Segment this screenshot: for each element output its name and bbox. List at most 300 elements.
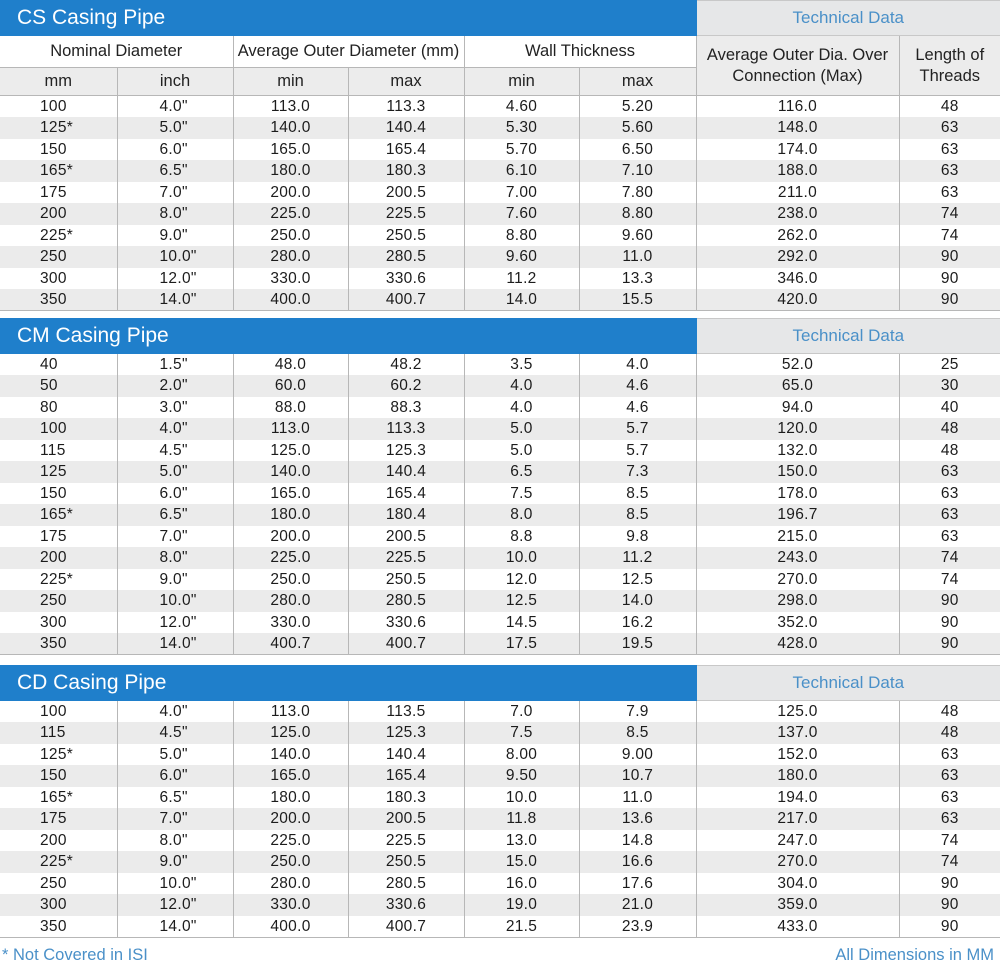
table-row: [0, 830, 1000, 852]
thread-length-cell: 90: [899, 633, 1000, 655]
od-min-cell: 330.0: [233, 612, 348, 634]
od-connection-cell: 180.0: [696, 765, 899, 787]
thread-length-cell: 63: [899, 504, 1000, 526]
wall-max-cell: 9.8: [579, 526, 696, 548]
dimensions-note: All Dimensions in MM: [835, 946, 994, 964]
wall-min-cell: 3.5: [464, 354, 579, 376]
od-max-cell: 165.4: [348, 765, 464, 787]
od-max-cell: 330.6: [348, 612, 464, 634]
avg-outer-diameter-header: Average Outer Diameter (mm): [233, 36, 464, 68]
mm-cell: 350: [0, 916, 117, 938]
od-max-cell: 200.5: [348, 526, 464, 548]
wall-min-cell: 8.00: [464, 744, 579, 766]
od-min-cell: 280.0: [233, 590, 348, 612]
wall-min-cell: 21.5: [464, 916, 579, 938]
thread-length-cell: 30: [899, 375, 1000, 397]
od-connection-cell: 52.0: [696, 354, 899, 376]
table-row: [0, 765, 1000, 787]
wall-thickness-header: Wall Thickness: [464, 36, 696, 68]
od-connection-cell: 194.0: [696, 787, 899, 809]
wall-min-cell: 11.8: [464, 808, 579, 830]
inch-cell: 4.5": [117, 440, 233, 462]
od-max-cell: 113.3: [348, 418, 464, 440]
wall-min-cell: 8.8: [464, 526, 579, 548]
table-row: [0, 701, 1000, 723]
wall-max-cell: 17.6: [579, 873, 696, 895]
od-max-cell: 250.5: [348, 851, 464, 873]
od-min-cell: 225.0: [233, 203, 348, 225]
mm-cell: 175: [0, 808, 117, 830]
thread-length-cell: 63: [899, 117, 1000, 139]
section-title: CD Casing Pipe: [0, 666, 696, 701]
od-min-cell: 165.0: [233, 139, 348, 161]
od-max-cell: 125.3: [348, 722, 464, 744]
od-connection-cell: 270.0: [696, 851, 899, 873]
wall-max-cell: 11.0: [579, 787, 696, 809]
wall-min-cell: 7.00: [464, 182, 579, 204]
inch-cell: 8.0": [117, 830, 233, 852]
od-connection-cell: 292.0: [696, 246, 899, 268]
od-max-cell: 180.3: [348, 160, 464, 182]
od-max-cell: 200.5: [348, 182, 464, 204]
wall-max-cell: 8.80: [579, 203, 696, 225]
wall-max-cell: 11.2: [579, 547, 696, 569]
mm-cell: 250: [0, 590, 117, 612]
table-row: [0, 547, 1000, 569]
wall-min-cell: 9.50: [464, 765, 579, 787]
wall-min-cell: 7.0: [464, 701, 579, 723]
inch-cell: 6.0": [117, 139, 233, 161]
wall-max-cell: 5.7: [579, 418, 696, 440]
od-min-cell: 250.0: [233, 225, 348, 247]
wall-min-cell: 9.60: [464, 246, 579, 268]
wall-max-cell: 16.2: [579, 612, 696, 634]
od-connection-cell: 298.0: [696, 590, 899, 612]
wall-max-cell: 14.0: [579, 590, 696, 612]
technical-data-label: Technical Data: [696, 319, 1000, 354]
table-row: [0, 354, 1000, 376]
wall-min-cell: 7.5: [464, 722, 579, 744]
table-row: [0, 526, 1000, 548]
thread-length-cell: 74: [899, 547, 1000, 569]
mm-cell: 175: [0, 526, 117, 548]
od-max-cell: 180.4: [348, 504, 464, 526]
inch-cell: 5.0": [117, 461, 233, 483]
od-min-cell: 330.0: [233, 894, 348, 916]
od-min-cell: 140.0: [233, 744, 348, 766]
cs-casing-pipe-section: [0, 0, 1000, 311]
table-row: [0, 787, 1000, 809]
mm-header: mm: [0, 68, 117, 96]
thread-length-cell: 40: [899, 397, 1000, 419]
od-min-cell: 400.0: [233, 916, 348, 938]
mm-cell: 225*: [0, 569, 117, 591]
wall-min-cell: 5.70: [464, 139, 579, 161]
od-min-cell: 48.0: [233, 354, 348, 376]
wall-max-cell: 11.0: [579, 246, 696, 268]
mm-cell: 80: [0, 397, 117, 419]
wall-min-cell: 6.5: [464, 461, 579, 483]
od-max-cell: 140.4: [348, 744, 464, 766]
mm-cell: 165*: [0, 504, 117, 526]
thread-length-cell: 63: [899, 765, 1000, 787]
wall-min-cell: 4.0: [464, 375, 579, 397]
thread-length-cell: 63: [899, 526, 1000, 548]
wall-min-cell: 13.0: [464, 830, 579, 852]
od-min-cell: 140.0: [233, 117, 348, 139]
inch-cell: 7.0": [117, 526, 233, 548]
table-row: [0, 808, 1000, 830]
wall-max-cell: 4.6: [579, 375, 696, 397]
inch-cell: 6.0": [117, 483, 233, 505]
table-row: [0, 569, 1000, 591]
inch-cell: 5.0": [117, 117, 233, 139]
od-connection-cell: 125.0: [696, 701, 899, 723]
wall-max-cell: 4.0: [579, 354, 696, 376]
inch-cell: 9.0": [117, 225, 233, 247]
table-row: [0, 375, 1000, 397]
od-max-cell: 225.5: [348, 547, 464, 569]
inch-cell: 7.0": [117, 182, 233, 204]
wall-max-cell: 8.5: [579, 483, 696, 505]
od-max-cell: 200.5: [348, 808, 464, 830]
wall-min-cell: 10.0: [464, 787, 579, 809]
wall-max-cell: 4.6: [579, 397, 696, 419]
thread-length-cell: 48: [899, 418, 1000, 440]
table-row: [0, 397, 1000, 419]
inch-cell: 12.0": [117, 268, 233, 290]
thread-length-cell: 90: [899, 916, 1000, 938]
cs-casing-pipe-table: [0, 0, 1000, 311]
od-max-cell: 280.5: [348, 873, 464, 895]
wall-max-cell: 16.6: [579, 851, 696, 873]
od-connection-cell: 346.0: [696, 268, 899, 290]
inch-cell: 1.5": [117, 354, 233, 376]
cd-casing-pipe-section: [0, 665, 1000, 938]
inch-cell: 14.0": [117, 289, 233, 311]
wall-max-cell: 8.5: [579, 722, 696, 744]
od-max-cell: 60.2: [348, 375, 464, 397]
wall-min-cell: 17.5: [464, 633, 579, 655]
wall-min-cell: 16.0: [464, 873, 579, 895]
nominal-diameter-header: Nominal Diameter: [0, 36, 233, 68]
od-connection-cell: 420.0: [696, 289, 899, 311]
wall-max-cell: 13.6: [579, 808, 696, 830]
mm-cell: 300: [0, 612, 117, 634]
wall-min-cell: 14.0: [464, 289, 579, 311]
od-connection-cell: 243.0: [696, 547, 899, 569]
cm-casing-pipe-section: [0, 318, 1000, 655]
table-row: [0, 612, 1000, 634]
cm-casing-pipe-table: [0, 318, 1000, 655]
mm-cell: 50: [0, 375, 117, 397]
od-connection-cell: 304.0: [696, 873, 899, 895]
od-min-cell: 180.0: [233, 787, 348, 809]
od-connection-cell: 359.0: [696, 894, 899, 916]
od-max-cell: 400.7: [348, 916, 464, 938]
od-min-cell: 200.0: [233, 808, 348, 830]
mm-cell: 175: [0, 182, 117, 204]
od-max-cell: 225.5: [348, 203, 464, 225]
wall-max-cell: 13.3: [579, 268, 696, 290]
od-connection-cell: 196.7: [696, 504, 899, 526]
mm-cell: 125*: [0, 117, 117, 139]
od-min-header: min: [233, 68, 348, 96]
inch-cell: 9.0": [117, 569, 233, 591]
od-connection-cell: 352.0: [696, 612, 899, 634]
table-row: [0, 160, 1000, 182]
table-row: [0, 203, 1000, 225]
mm-cell: 100: [0, 96, 117, 118]
od-connection-cell: 178.0: [696, 483, 899, 505]
wall-max-cell: 5.7: [579, 440, 696, 462]
od-max-cell: 165.4: [348, 483, 464, 505]
thread-length-cell: 90: [899, 246, 1000, 268]
od-min-cell: 180.0: [233, 504, 348, 526]
od-min-cell: 125.0: [233, 440, 348, 462]
inch-cell: 12.0": [117, 894, 233, 916]
od-max-cell: 330.6: [348, 894, 464, 916]
table-row: [0, 225, 1000, 247]
od-min-cell: 250.0: [233, 851, 348, 873]
od-min-cell: 400.7: [233, 633, 348, 655]
thread-length-cell: 90: [899, 289, 1000, 311]
inch-cell: 14.0": [117, 916, 233, 938]
inch-cell: 10.0": [117, 590, 233, 612]
od-connection-cell: 188.0: [696, 160, 899, 182]
wall-max-cell: 5.20: [579, 96, 696, 118]
inch-cell: 2.0": [117, 375, 233, 397]
od-max-cell: 400.7: [348, 289, 464, 311]
inch-cell: 6.5": [117, 504, 233, 526]
mm-cell: 225*: [0, 225, 117, 247]
table-row: [0, 268, 1000, 290]
od-max-cell: 330.6: [348, 268, 464, 290]
wall-max-cell: 7.80: [579, 182, 696, 204]
od-connection-cell: 211.0: [696, 182, 899, 204]
isi-footnote: * Not Covered in ISI: [2, 946, 148, 964]
od-min-cell: 165.0: [233, 765, 348, 787]
od-connection-cell: 270.0: [696, 569, 899, 591]
inch-cell: 8.0": [117, 547, 233, 569]
mm-cell: 200: [0, 203, 117, 225]
table-row: [0, 96, 1000, 118]
thread-length-cell: 90: [899, 612, 1000, 634]
od-connection-cell: 174.0: [696, 139, 899, 161]
mm-cell: 165*: [0, 787, 117, 809]
table-row: [0, 440, 1000, 462]
wall-min-cell: 10.0: [464, 547, 579, 569]
thread-length-cell: 63: [899, 744, 1000, 766]
wall-min-header: min: [464, 68, 579, 96]
wall-min-cell: 15.0: [464, 851, 579, 873]
mm-cell: 350: [0, 633, 117, 655]
od-min-cell: 330.0: [233, 268, 348, 290]
table-row: [0, 246, 1000, 268]
thread-length-cell: 74: [899, 225, 1000, 247]
inch-cell: 12.0": [117, 612, 233, 634]
wall-max-header: max: [579, 68, 696, 96]
wall-max-cell: 8.5: [579, 504, 696, 526]
table-row: [0, 873, 1000, 895]
table-row: [0, 117, 1000, 139]
od-max-cell: 250.5: [348, 225, 464, 247]
thread-length-cell: 90: [899, 894, 1000, 916]
wall-max-cell: 21.0: [579, 894, 696, 916]
inch-cell: 9.0": [117, 851, 233, 873]
od-connection-cell: 116.0: [696, 96, 899, 118]
od-max-cell: 280.5: [348, 246, 464, 268]
thread-length-cell: 63: [899, 808, 1000, 830]
od-min-cell: 280.0: [233, 873, 348, 895]
od-min-cell: 250.0: [233, 569, 348, 591]
section-title: CS Casing Pipe: [0, 1, 696, 36]
od-max-cell: 48.2: [348, 354, 464, 376]
wall-max-cell: 6.50: [579, 139, 696, 161]
od-max-cell: 113.5: [348, 701, 464, 723]
wall-min-cell: 8.0: [464, 504, 579, 526]
inch-cell: 10.0": [117, 246, 233, 268]
inch-cell: 8.0": [117, 203, 233, 225]
inch-cell: 14.0": [117, 633, 233, 655]
table-row: [0, 916, 1000, 938]
od-max-cell: 140.4: [348, 117, 464, 139]
wall-min-cell: 5.0: [464, 440, 579, 462]
mm-cell: 115: [0, 440, 117, 462]
inch-cell: 6.0": [117, 765, 233, 787]
inch-cell: 10.0": [117, 873, 233, 895]
wall-max-cell: 14.8: [579, 830, 696, 852]
od-min-cell: 400.0: [233, 289, 348, 311]
od-connection-cell: 148.0: [696, 117, 899, 139]
mm-cell: 115: [0, 722, 117, 744]
od-min-cell: 165.0: [233, 483, 348, 505]
technical-data-label: Technical Data: [696, 666, 1000, 701]
od-max-cell: 225.5: [348, 830, 464, 852]
od-connection-cell: 152.0: [696, 744, 899, 766]
mm-cell: 300: [0, 894, 117, 916]
od-connection-cell: 94.0: [696, 397, 899, 419]
od-max-cell: 180.3: [348, 787, 464, 809]
inch-cell: 4.5": [117, 722, 233, 744]
od-min-cell: 180.0: [233, 160, 348, 182]
wall-min-cell: 19.0: [464, 894, 579, 916]
od-connection-cell: 247.0: [696, 830, 899, 852]
od-connection-cell: 433.0: [696, 916, 899, 938]
mm-cell: 125: [0, 461, 117, 483]
wall-min-cell: 7.5: [464, 483, 579, 505]
table-row: [0, 744, 1000, 766]
mm-cell: 100: [0, 418, 117, 440]
thread-length-cell: 90: [899, 268, 1000, 290]
wall-min-cell: 8.80: [464, 225, 579, 247]
wall-min-cell: 4.0: [464, 397, 579, 419]
table-row: [0, 418, 1000, 440]
mm-cell: 150: [0, 139, 117, 161]
thread-length-cell: 25: [899, 354, 1000, 376]
wall-max-cell: 23.9: [579, 916, 696, 938]
od-connection-cell: 65.0: [696, 375, 899, 397]
table-row: [0, 504, 1000, 526]
length-of-threads-header: Length of Threads: [899, 36, 1000, 96]
wall-min-cell: 7.60: [464, 203, 579, 225]
thread-length-cell: 63: [899, 787, 1000, 809]
od-min-cell: 140.0: [233, 461, 348, 483]
od-connection-cell: 262.0: [696, 225, 899, 247]
wall-max-cell: 9.00: [579, 744, 696, 766]
od-min-cell: 113.0: [233, 96, 348, 118]
wall-max-cell: 10.7: [579, 765, 696, 787]
thread-length-cell: 90: [899, 873, 1000, 895]
inch-cell: 3.0": [117, 397, 233, 419]
wall-max-cell: 9.60: [579, 225, 696, 247]
thread-length-cell: 63: [899, 160, 1000, 182]
mm-cell: 350: [0, 289, 117, 311]
od-max-cell: 140.4: [348, 461, 464, 483]
technical-data-label: Technical Data: [696, 1, 1000, 36]
avg-outer-over-connection-header: Average Outer Dia. Over Connection (Max): [696, 36, 899, 96]
inch-cell: 4.0": [117, 418, 233, 440]
mm-cell: 100: [0, 701, 117, 723]
mm-cell: 250: [0, 873, 117, 895]
inch-header: inch: [117, 68, 233, 96]
od-min-cell: 280.0: [233, 246, 348, 268]
wall-max-cell: 7.10: [579, 160, 696, 182]
table-row: [0, 461, 1000, 483]
wall-min-cell: 11.2: [464, 268, 579, 290]
wall-max-cell: 7.9: [579, 701, 696, 723]
section-title: CM Casing Pipe: [0, 319, 696, 354]
thread-length-cell: 74: [899, 851, 1000, 873]
thread-length-cell: 63: [899, 483, 1000, 505]
od-min-cell: 88.0: [233, 397, 348, 419]
cd-rows: [0, 701, 1000, 938]
mm-cell: 125*: [0, 744, 117, 766]
mm-cell: 300: [0, 268, 117, 290]
table-row: [0, 289, 1000, 311]
od-max-cell: 113.3: [348, 96, 464, 118]
thread-length-cell: 63: [899, 461, 1000, 483]
inch-cell: 4.0": [117, 701, 233, 723]
od-max-cell: 280.5: [348, 590, 464, 612]
wall-min-cell: 12.0: [464, 569, 579, 591]
wall-max-cell: 15.5: [579, 289, 696, 311]
mm-cell: 200: [0, 830, 117, 852]
table-row: [0, 633, 1000, 655]
od-connection-cell: 137.0: [696, 722, 899, 744]
inch-cell: 7.0": [117, 808, 233, 830]
od-min-cell: 225.0: [233, 830, 348, 852]
inch-cell: 5.0": [117, 744, 233, 766]
table-row: [0, 894, 1000, 916]
od-min-cell: 200.0: [233, 526, 348, 548]
mm-cell: 150: [0, 483, 117, 505]
wall-max-cell: 12.5: [579, 569, 696, 591]
wall-max-cell: 19.5: [579, 633, 696, 655]
table-row: [0, 182, 1000, 204]
thread-length-cell: 63: [899, 182, 1000, 204]
od-min-cell: 125.0: [233, 722, 348, 744]
od-max-cell: 165.4: [348, 139, 464, 161]
table-row: [0, 590, 1000, 612]
od-connection-cell: 150.0: [696, 461, 899, 483]
table-row: [0, 851, 1000, 873]
od-connection-cell: 238.0: [696, 203, 899, 225]
cs-rows: [0, 96, 1000, 311]
mm-cell: 200: [0, 547, 117, 569]
od-max-cell: 400.7: [348, 633, 464, 655]
od-max-header: max: [348, 68, 464, 96]
